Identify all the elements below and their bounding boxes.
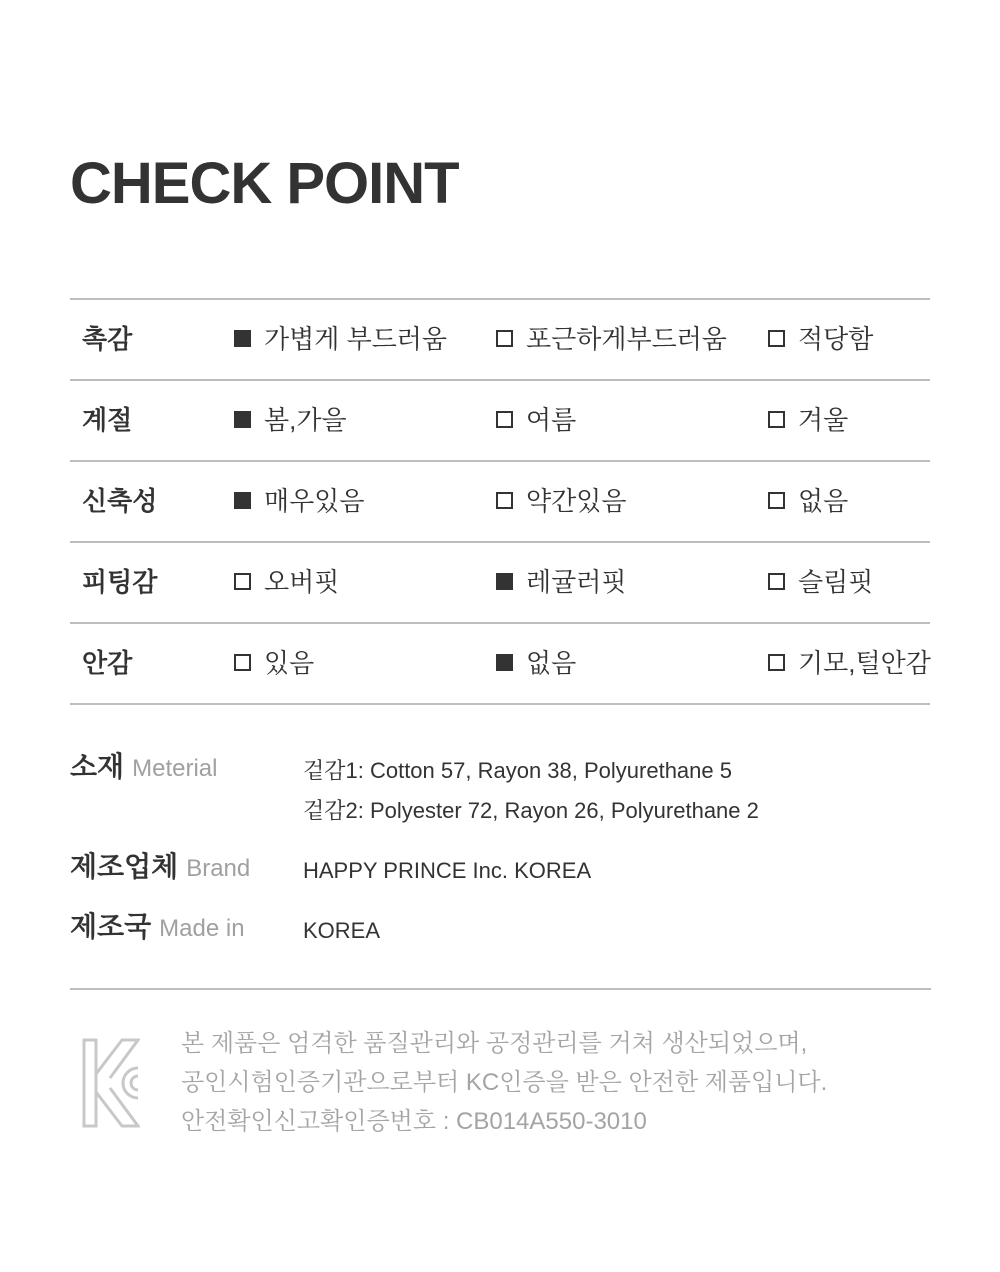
- option: [768, 300, 873, 379]
- table-row-stretch: [70, 462, 930, 543]
- checkbox-icon: [496, 411, 513, 428]
- label-english: Meterial: [132, 755, 218, 782]
- material-value: [303, 751, 759, 831]
- label-english: Brand: [186, 855, 251, 882]
- option: [496, 381, 576, 460]
- certification-text: [181, 1024, 827, 1141]
- checkbox-icon: [768, 492, 785, 509]
- option: [234, 462, 364, 541]
- option: [234, 300, 447, 379]
- option: [496, 543, 626, 622]
- material-line: 겉감2: Polyester 72, Rayon 26, Polyurethane 2: [303, 798, 759, 823]
- checkbox-icon: [234, 492, 251, 509]
- checkbox-icon: [768, 411, 785, 428]
- certification-line: 본 제품은 엄격한 품질관리와 공정관리를 거쳐 생산되었으며,: [181, 1030, 808, 1057]
- checkbox-icon: [768, 654, 785, 671]
- option: [768, 624, 931, 703]
- checkbox-icon: [496, 492, 513, 509]
- row-label: 피팅감: [82, 567, 158, 597]
- certification-line: 안전확인신고확인증번호 : CB014A550-3010: [181, 1108, 647, 1135]
- table-row-lining: [70, 624, 930, 705]
- origin-value: KOREA: [303, 918, 381, 943]
- option: [234, 381, 347, 460]
- option: [496, 624, 576, 703]
- option: [234, 624, 314, 703]
- material-line: 겉감1: Cotton 57, Rayon 38, Polyurethane 5: [303, 758, 732, 783]
- row-label: 촉감: [82, 324, 133, 354]
- checkbox-icon: [496, 654, 513, 671]
- brand-value: HAPPY PRINCE Inc. KOREA: [303, 858, 592, 883]
- option-label: 없음: [798, 486, 849, 516]
- checkbox-icon: [768, 330, 785, 347]
- material-label: [70, 745, 217, 785]
- page-title: CHECK POINT: [70, 151, 459, 216]
- checkbox-icon: [234, 654, 251, 671]
- option: [496, 462, 626, 541]
- table-row-season: [70, 381, 930, 462]
- option-label: 포근하게부드러움: [526, 324, 727, 354]
- option-label: 적당함: [798, 324, 874, 354]
- option-label: 여름: [526, 405, 577, 435]
- table-row-texture: [70, 300, 930, 381]
- option: [234, 543, 339, 622]
- checkbox-icon: [768, 573, 785, 590]
- option-label: 슬림핏: [798, 567, 874, 597]
- material-row: [70, 745, 930, 845]
- row-label: 신축성: [82, 486, 158, 516]
- option-label: 가볍게 부드러움: [264, 324, 448, 354]
- product-info: [70, 745, 930, 965]
- option: [496, 300, 727, 379]
- label-korean: 제조업체: [70, 851, 179, 882]
- check-point-table: [70, 298, 930, 705]
- option-label: 봄,가을: [264, 405, 347, 435]
- checkbox-icon: [234, 411, 251, 428]
- option: [768, 462, 848, 541]
- option-label: 없음: [526, 648, 577, 678]
- row-label: 안감: [82, 648, 133, 678]
- brand-row: [70, 845, 930, 905]
- origin-label: [70, 905, 245, 945]
- table-row-fit: [70, 543, 930, 624]
- label-english: Made in: [159, 915, 245, 942]
- row-label: 계절: [82, 405, 133, 435]
- brand-label: [70, 845, 250, 885]
- label-korean: 소재: [70, 751, 125, 782]
- origin-row: [70, 905, 930, 965]
- option: [768, 381, 848, 460]
- option-label: 겨울: [798, 405, 849, 435]
- option-label: 오버핏: [264, 567, 340, 597]
- checkbox-icon: [496, 330, 513, 347]
- option: [768, 543, 873, 622]
- checkbox-icon: [496, 573, 513, 590]
- kc-mark-icon: [82, 1038, 140, 1128]
- certification-line: 공인시험인증기관으로부터 KC인증을 받은 안전한 제품입니다.: [181, 1069, 828, 1096]
- section-divider: [70, 988, 931, 990]
- label-korean: 제조국: [70, 911, 152, 942]
- option-label: 약간있음: [526, 486, 627, 516]
- option-label: 있음: [264, 648, 315, 678]
- option-label: 기모,털안감: [798, 648, 931, 678]
- checkbox-icon: [234, 573, 251, 590]
- option-label: 레귤러핏: [526, 567, 627, 597]
- checkbox-icon: [234, 330, 251, 347]
- option-label: 매우있음: [264, 486, 365, 516]
